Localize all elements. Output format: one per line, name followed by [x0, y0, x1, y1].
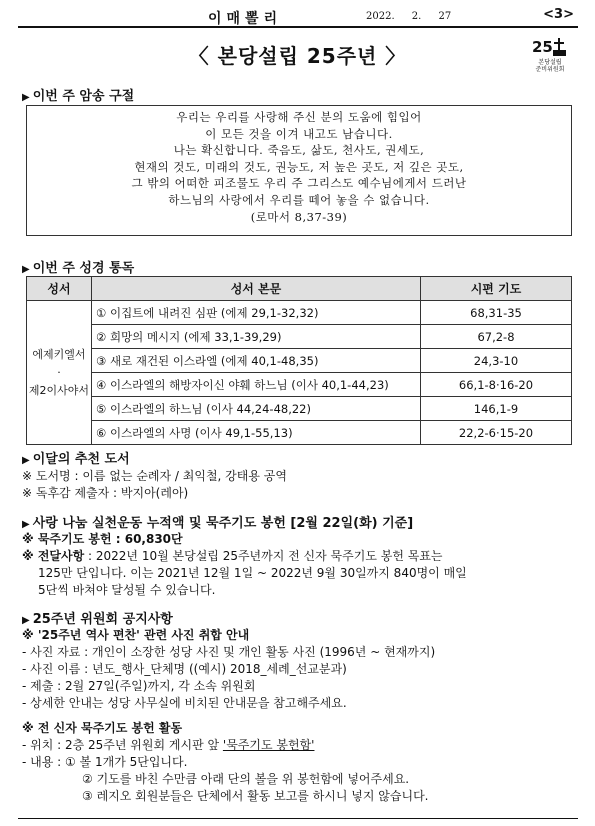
- col-header-psalm: 시편 기도: [421, 277, 572, 301]
- memory-verse-box: [26, 105, 572, 236]
- rosary-activity-heading: ※ 전 신자 묵주기도 봉헌 활동: [22, 721, 183, 735]
- bible-reading-table: [26, 276, 572, 445]
- psalm-cell: 67,2-8: [421, 325, 572, 349]
- reading-cell: ② 희망의 메시지 (에제 33,1-39,29): [92, 325, 421, 349]
- verse-reference: (로마서 8,37-39): [250, 209, 348, 224]
- notice-line: 5단씩 바쳐야 달성될 수 있습니다.: [38, 583, 216, 597]
- verse-line: 나는 확신합니다. 죽음도, 삶도, 천사도, 권세도,: [173, 143, 425, 158]
- photo-notice-line: - 제출 : 2월 27일(주일)까지, 각 소속 위원회: [22, 679, 256, 693]
- table-row: [27, 397, 572, 421]
- verse-line: 이 모든 것을 이겨 내고도 남습니다.: [205, 126, 393, 141]
- rosary-content-line: ② 기도를 바친 수만큼 아래 단의 볼을 위 봉헌함에 넣어주세요.: [82, 772, 410, 786]
- table-row: [27, 421, 572, 445]
- header-divider: [18, 26, 578, 28]
- triangle-bullet-icon: ▶: [22, 92, 30, 103]
- page-title: 〈 본당설립 25주년 〉: [188, 44, 407, 68]
- reviewer-line: ※ 독후감 제출자 : 박지아(레아): [22, 486, 189, 500]
- page-header: [18, 6, 576, 28]
- table-row: [27, 373, 572, 397]
- reading-cell: ⑥ 이스라엘의 사명 (이사 49,1-55,13): [92, 421, 421, 445]
- footer-divider: [18, 818, 578, 819]
- memory-verse-heading: ▶ 이번 주 암송 구절: [22, 89, 135, 104]
- triangle-bullet-icon: ▶: [22, 615, 30, 626]
- col-header-book: 성서: [27, 277, 92, 301]
- psalm-cell: 24,3-10: [421, 349, 572, 373]
- table-row: [27, 301, 572, 325]
- rosary-content-line: ③ 레지오 회원분들은 단체에서 활동 보고를 하시니 넣지 않습니다.: [82, 789, 429, 803]
- page-number: <3>: [543, 7, 574, 22]
- anniversary-logo: [528, 36, 572, 74]
- triangle-bullet-icon: ▶: [22, 264, 30, 275]
- photo-notice-line: - 사진 이름 : 년도_행사_단체명 ((예시) 2018_세례_선교분과): [22, 662, 347, 676]
- verse-line: 현재의 것도, 미래의 것도, 권능도, 저 높은 곳도, 저 깊은 곳도,: [134, 159, 464, 174]
- photo-notice-line: - 사진 자료 : 개인이 소장한 성당 사진 및 개인 활동 사진 (1996년 ~ 현재까지): [22, 645, 436, 659]
- table-row: [27, 325, 572, 349]
- rosary-location-line: - 위치 : 2층 25주년 위원회 게시판 앞 '묵주기도 봉헌함': [22, 738, 315, 752]
- rosary-total-line: ※ 묵주기도 봉헌 : 60,830단: [22, 532, 183, 546]
- notice-line: 125만 단입니다. 이는 2021년 12월 1일 ~ 2022년 9월 30일까지 840명이 매일: [38, 566, 467, 580]
- triangle-bullet-icon: ▶: [22, 519, 30, 530]
- reading-cell: ③ 새로 재건된 이스라엘 (에제 40,1-48,35): [92, 349, 421, 373]
- reading-cell: ⑤ 이스라엘의 하느님 (이사 44,24-48,22): [92, 397, 421, 421]
- bible-reading-heading: ▶ 이번 주 성경 통독: [22, 261, 135, 276]
- psalm-cell: 66,1-8·16-20: [421, 373, 572, 397]
- verse-line: 그 밖의 어떠한 피조물도 우리 주 그리스도 예수님에게서 드러난: [131, 176, 467, 191]
- photo-notice-line: - 상세한 안내는 성당 사무실에 비치된 안내문을 참고해주세요.: [22, 696, 347, 710]
- triangle-bullet-icon: ▶: [22, 455, 30, 466]
- logo-number: 25: [532, 38, 553, 56]
- committee-heading: ▶ 25주년 위원회 공지사항: [22, 612, 173, 627]
- psalm-cell: 146,1-9: [421, 397, 572, 421]
- reading-cell: ① 이집트에 내려진 심판 (에제 29,1-32,32): [92, 301, 421, 325]
- book-recommend-heading: ▶ 이달의 추천 도서: [22, 452, 130, 467]
- verse-line: 우리는 우리를 사랑해 주신 분의 도움에 힘입어: [176, 110, 422, 124]
- issue-date: 2022. 2. 27: [366, 11, 452, 22]
- book-cell: 에제키엘서 · 제2이사야서: [27, 301, 92, 445]
- psalm-cell: 68,31-35: [421, 301, 572, 325]
- book-title-line: ※ 도서명 : 이름 없는 순례자 / 최익철, 강태용 공역: [22, 469, 287, 483]
- table-header-row: [27, 277, 572, 301]
- photo-notice-heading: ※ '25주년 역사 편찬' 관련 사진 취합 안내: [22, 628, 250, 642]
- logo-line-2: 준비위원회: [535, 66, 565, 73]
- notice-line: ※ 전달사항 : 2022년 10월 본당설립 25주년까지 전 신자 묵주기도 봉헌 목표는: [22, 549, 443, 563]
- col-header-reading: 성서 본문: [92, 277, 421, 301]
- rosary-box-name: '묵주기도 봉헌함': [222, 738, 315, 752]
- rosary-content-line: - 내용 : ① 볼 1개가 5단입니다.: [22, 755, 188, 769]
- psalm-cell: 22,2-6·15-20: [421, 421, 572, 445]
- verse-line: 하느님의 사랑에서 우리를 떼어 놓을 수 없습니다.: [168, 192, 430, 207]
- newsletter-name: 이매뽈리: [208, 11, 283, 27]
- sharing-heading: ▶ 사랑 나눔 실천운동 누적액 및 묵주기도 봉헌 [2월 22일(화) 기준]: [22, 516, 414, 531]
- reading-cell: ④ 이스라엘의 해방자이신 야훼 하느님 (이사 40,1-44,23): [92, 373, 421, 397]
- table-row: [27, 349, 572, 373]
- logo-line-1: 본당설립: [538, 59, 562, 66]
